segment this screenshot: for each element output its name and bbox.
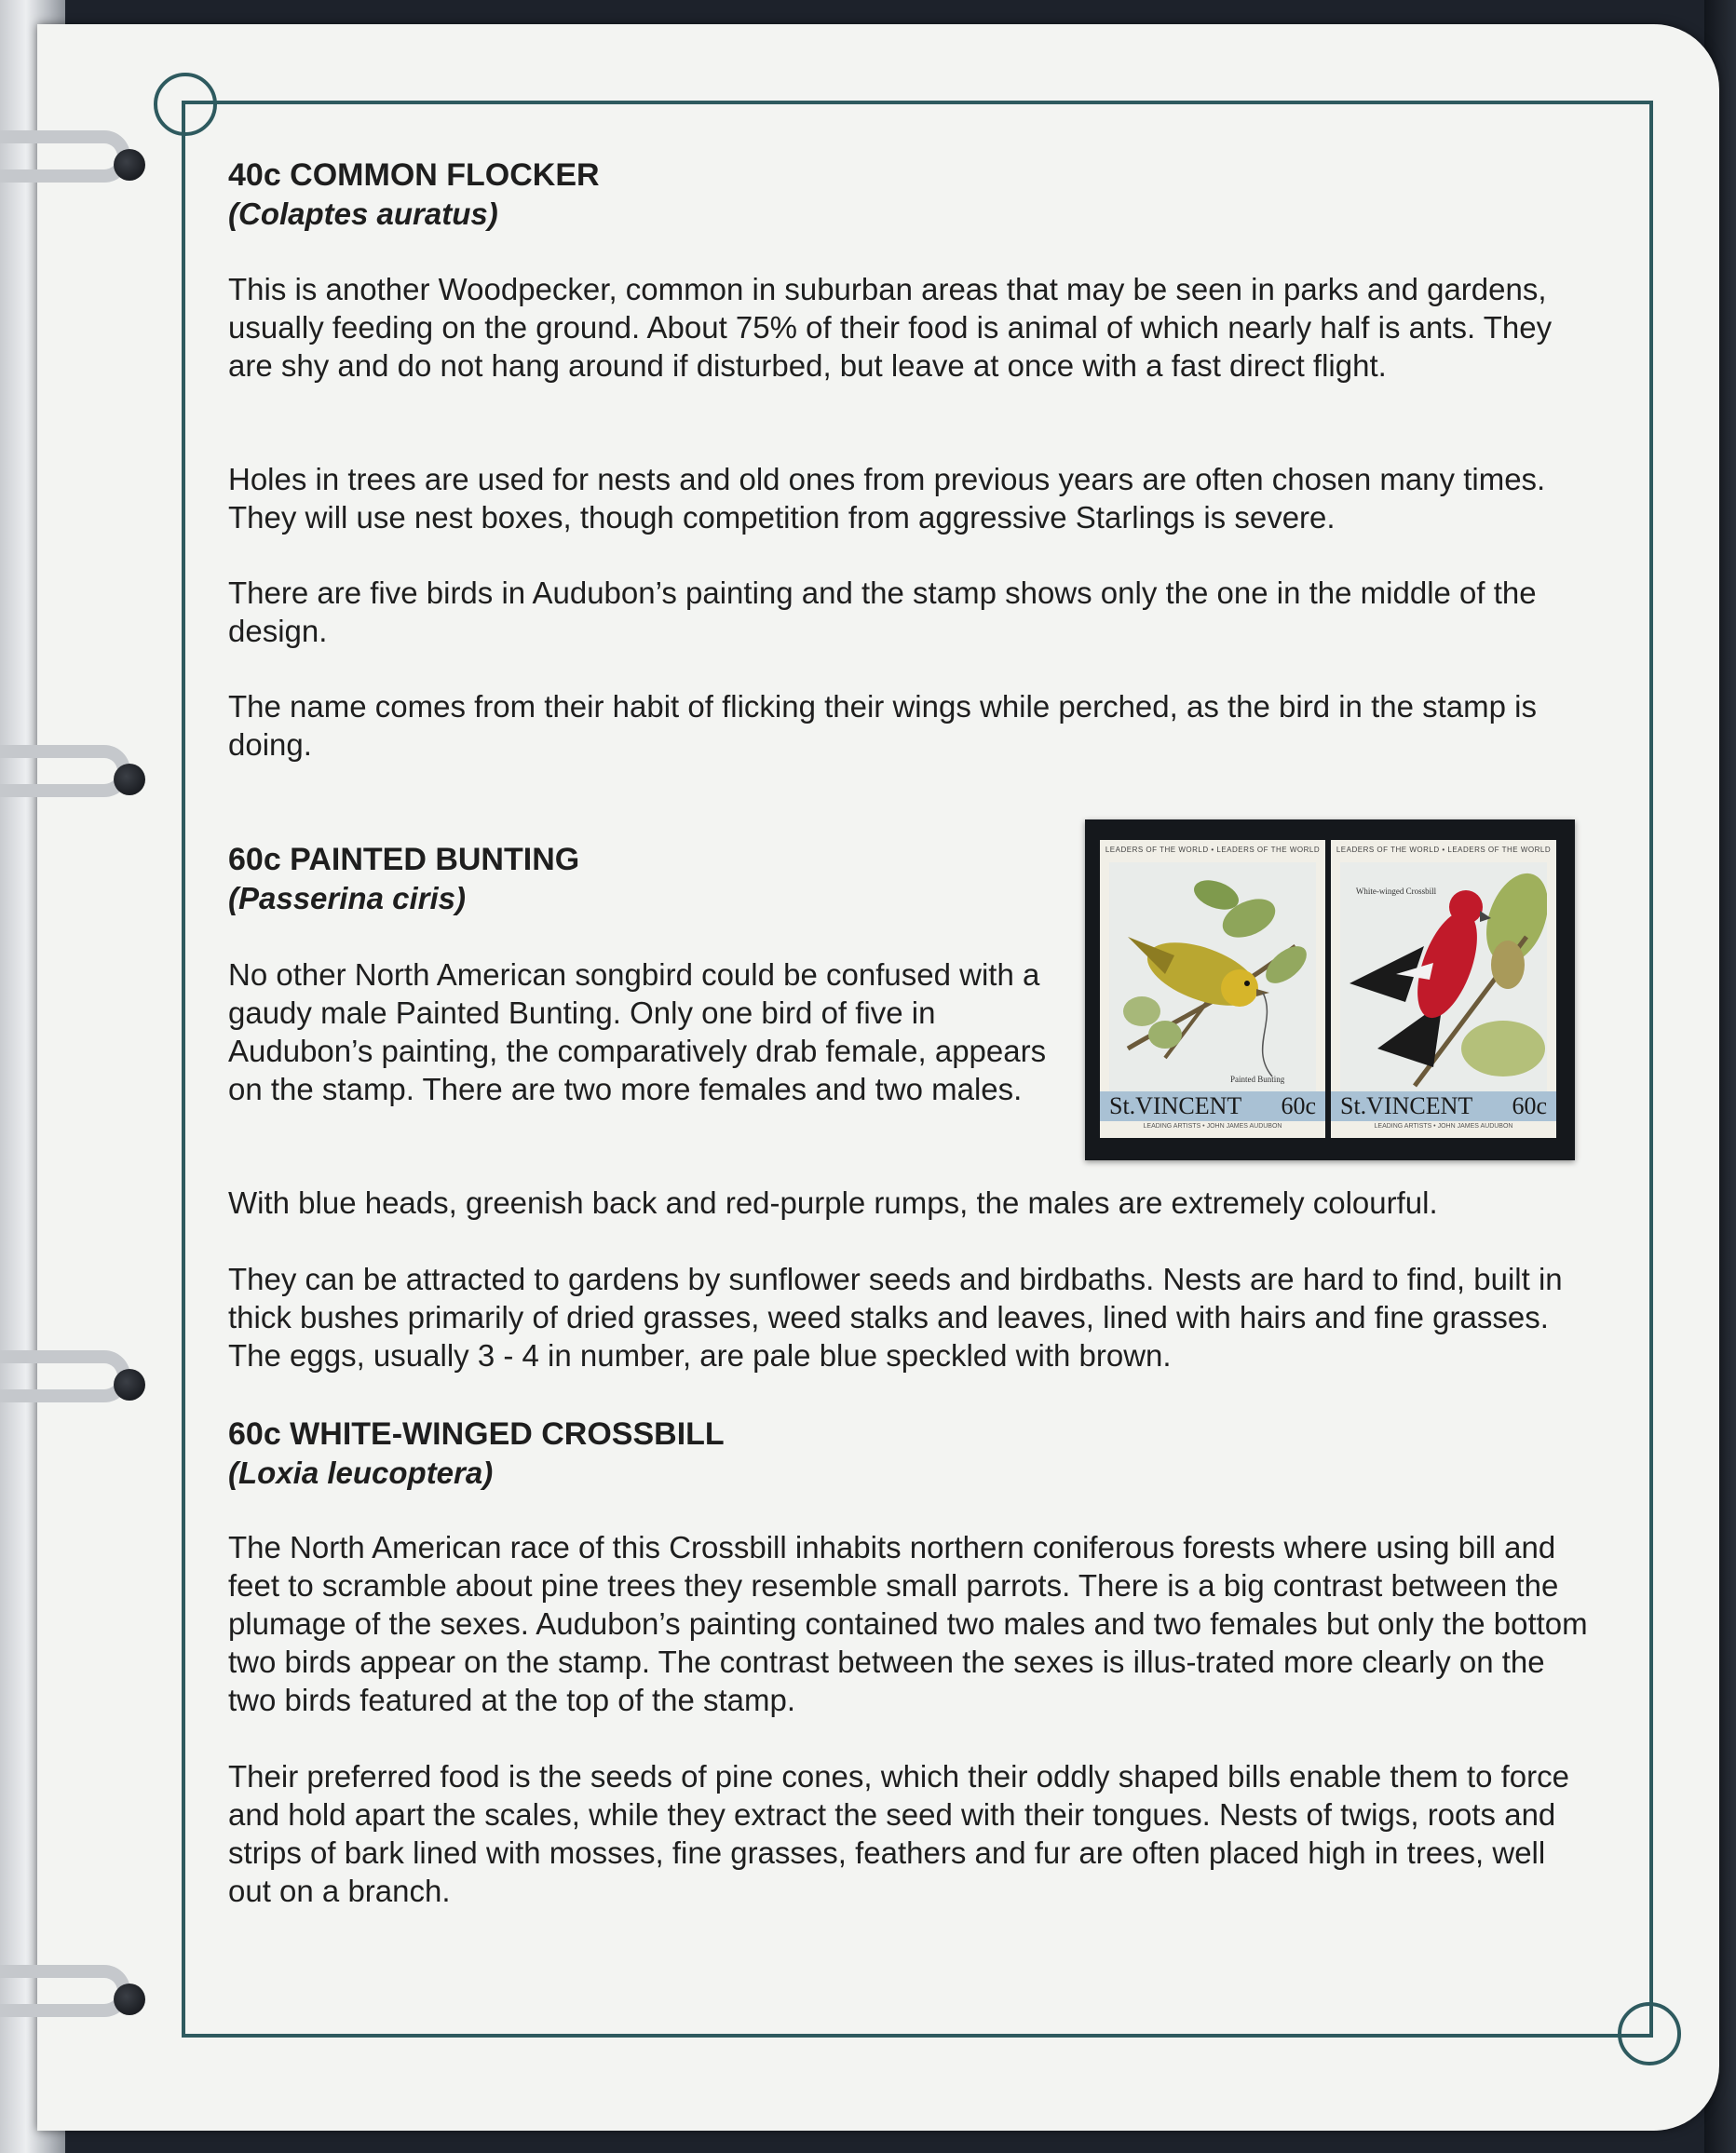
paragraph: They can be attracted to gardens by sunflower seeds and birdbaths. Nests are hard to find, built in thick bushes primarily of dried grasses, weed stalks and leaves, lined with hairs and fine grasses. The eggs, usually 3 - 4 in number, are pale blue speckled with brown. [228, 1262, 1563, 1373]
stamp-value-band [1100, 1091, 1325, 1121]
stamp-art-label: White-winged Crossbill [1355, 887, 1437, 896]
paragraph: There are five birds in Audubon’s painting and the stamp shows only the one in the middle of the design. [228, 575, 1537, 648]
paragraph: With blue heads, greenish back and red-purple rumps, the males are extremely colourful. [228, 1185, 1438, 1220]
section-heading: 60c WHITE-WINGED CROSSBILL [228, 1416, 725, 1452]
stamp-bottom-text: LEADING ARTISTS • JOHN JAMES AUDUBON [1374, 1123, 1513, 1130]
paragraph: No other North American songbird could be confused with a gaudy male Painted Bunting. Only one bird of five in Audubon’s painting, the comparatively drab female, appears on the stamp. There are two more females and two males. [228, 957, 1047, 1106]
stamp-value: 60c [1281, 1092, 1316, 1119]
binder-ring [0, 1965, 130, 2017]
stamp-mount [1085, 819, 1575, 1160]
stamp-artwork [1109, 862, 1316, 1091]
stamp-top-text: LEADERS OF THE WORLD • LEADERS OF THE WORLD [1105, 846, 1321, 854]
paragraph: The name comes from their habit of flicking their wings while perched, as the bird in the stamp is doing. [228, 689, 1537, 762]
stamp-country: St.VINCENT [1109, 1092, 1242, 1119]
stamp-painted-bunting [1100, 840, 1325, 1138]
stamp-artwork [1340, 862, 1547, 1091]
paragraph: Their preferred food is the seeds of pine cones, which their oddly shaped bills enable them to force and hold apart the scales, while they extract the seed with their tongues. Nests of twigs, roots and strips of bark lined with mosses, fine grasses, feathers and fur are often placed high in trees, well out on a branch. [228, 1759, 1569, 1908]
section-latin-name: (Loxia leucoptera) [228, 1456, 494, 1490]
binder-ring [0, 1350, 130, 1402]
stamp-art-label: Painted Bunting [1230, 1075, 1285, 1084]
stamp-bottom-text: LEADING ARTISTS • JOHN JAMES AUDUBON [1143, 1123, 1282, 1130]
stamp-top-text: LEADERS OF THE WORLD • LEADERS OF THE WORLD [1336, 846, 1552, 854]
binder-ring [0, 130, 130, 183]
stamp-white-winged-crossbill [1331, 840, 1556, 1138]
section-latin-name: (Colaptes auratus) [228, 196, 498, 231]
section-heading: 40c COMMON FLOCKER [228, 157, 600, 193]
section-heading: 60c PAINTED BUNTING [228, 842, 580, 877]
paragraph: This is another Woodpecker, common in suburban areas that may be seen in parks and gardens, usually feeding on the ground. About 75% of their food is animal of which nearly half is ants. They are shy and do not hang around if disturbed, but leave at once with a fast direct flight. [228, 272, 1553, 383]
section-latin-name: (Passerina ciris) [228, 881, 466, 915]
stamp-value-band [1331, 1091, 1556, 1121]
painted-bunting-illustration [1109, 862, 1316, 1091]
binder-ring [0, 745, 130, 797]
paragraph: The North American race of this Crossbill inhabits northern coniferous forests where using bill and feet to scramble about pine trees they resemble small parrots. There is a big contrast between the plumage of the sexes. Audubon’s painting contained two males and two females but only the bottom two birds appear on the stamp. The contrast between the sexes is illus-trated more clearly on the two birds featured at the top of the stamp. [228, 1530, 1588, 1717]
stamp-value: 60c [1512, 1092, 1547, 1119]
paragraph: Holes in trees are used for nests and old ones from previous years are often chosen many times. They will use nest boxes, though competition from aggressive Starlings is severe. [228, 462, 1546, 535]
stamp-country: St.VINCENT [1340, 1092, 1473, 1119]
crossbill-illustration [1340, 862, 1547, 1091]
